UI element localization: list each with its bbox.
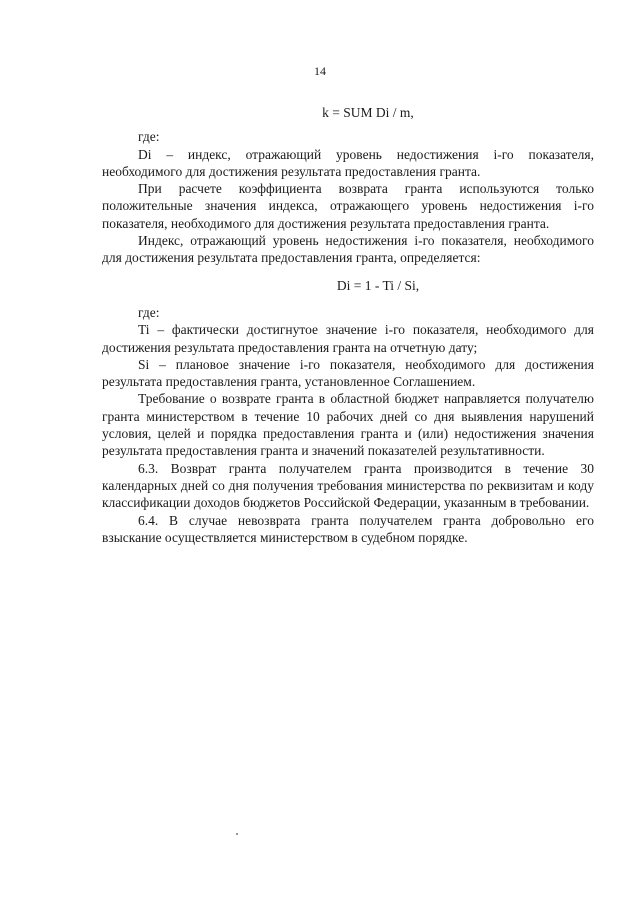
scan-speck	[236, 833, 238, 835]
page-number: 14	[314, 64, 326, 78]
paragraph-ti-definition: Ti – фактически достигнутое значение i-го показателя, необходимого для достижения результата предоставления гранта на отчетную дату;	[102, 322, 594, 355]
formula-k: k = SUM Di / m,	[322, 105, 414, 120]
where-label-1: где:	[138, 129, 160, 145]
paragraph-di-definition: Di – индекс, отражающий уровень недостижения i-го показателя, необходимого для достижения результата предоставления гранта.	[102, 146, 594, 179]
paragraph-6-3: 6.3. Возврат гранта получателем гранта производится в течение 30 календарных дней со дня получения требования министерства по реквизитам и коду классификации доходов бюджетов Российской Федерации, указанным в требовании.	[102, 460, 594, 511]
paragraph-6-4: 6.4. В случае невозврата гранта получателем гранта добровольно его взыскание осуществляется министерством в судебном порядке.	[102, 512, 594, 545]
paragraph-return-requirement: Требование о возврате гранта в областной бюджет направляется получателю гранта министерством в течение 10 рабочих дней со дня выявления нарушений условия, целей и порядка предоставления гранта и (или) недостижения значения результата предоставления гранта и значений показателей результативности.	[102, 391, 594, 459]
paragraph-index-definition: Индекс, отражающий уровень недостижения i-го показателя, необходимого для достижения результата предоставления гранта, определяется:	[102, 233, 594, 266]
paragraph-positive-values: При расчете коэффициента возврата гранта используются только положительные значения индекса, отражающего уровень недостижения i-го показателя, необходимого для достижения результата предоставления гранта.	[102, 181, 594, 231]
where-label-2: где:	[138, 304, 160, 320]
document-body	[102, 104, 594, 546]
formula-di: Di = 1 - Ti / Si,	[336, 277, 420, 293]
paragraph-si-definition: Si – плановое значение i-го показателя, необходимого для достижения результата предоставления гранта, установленное Соглашением.	[102, 356, 594, 390]
